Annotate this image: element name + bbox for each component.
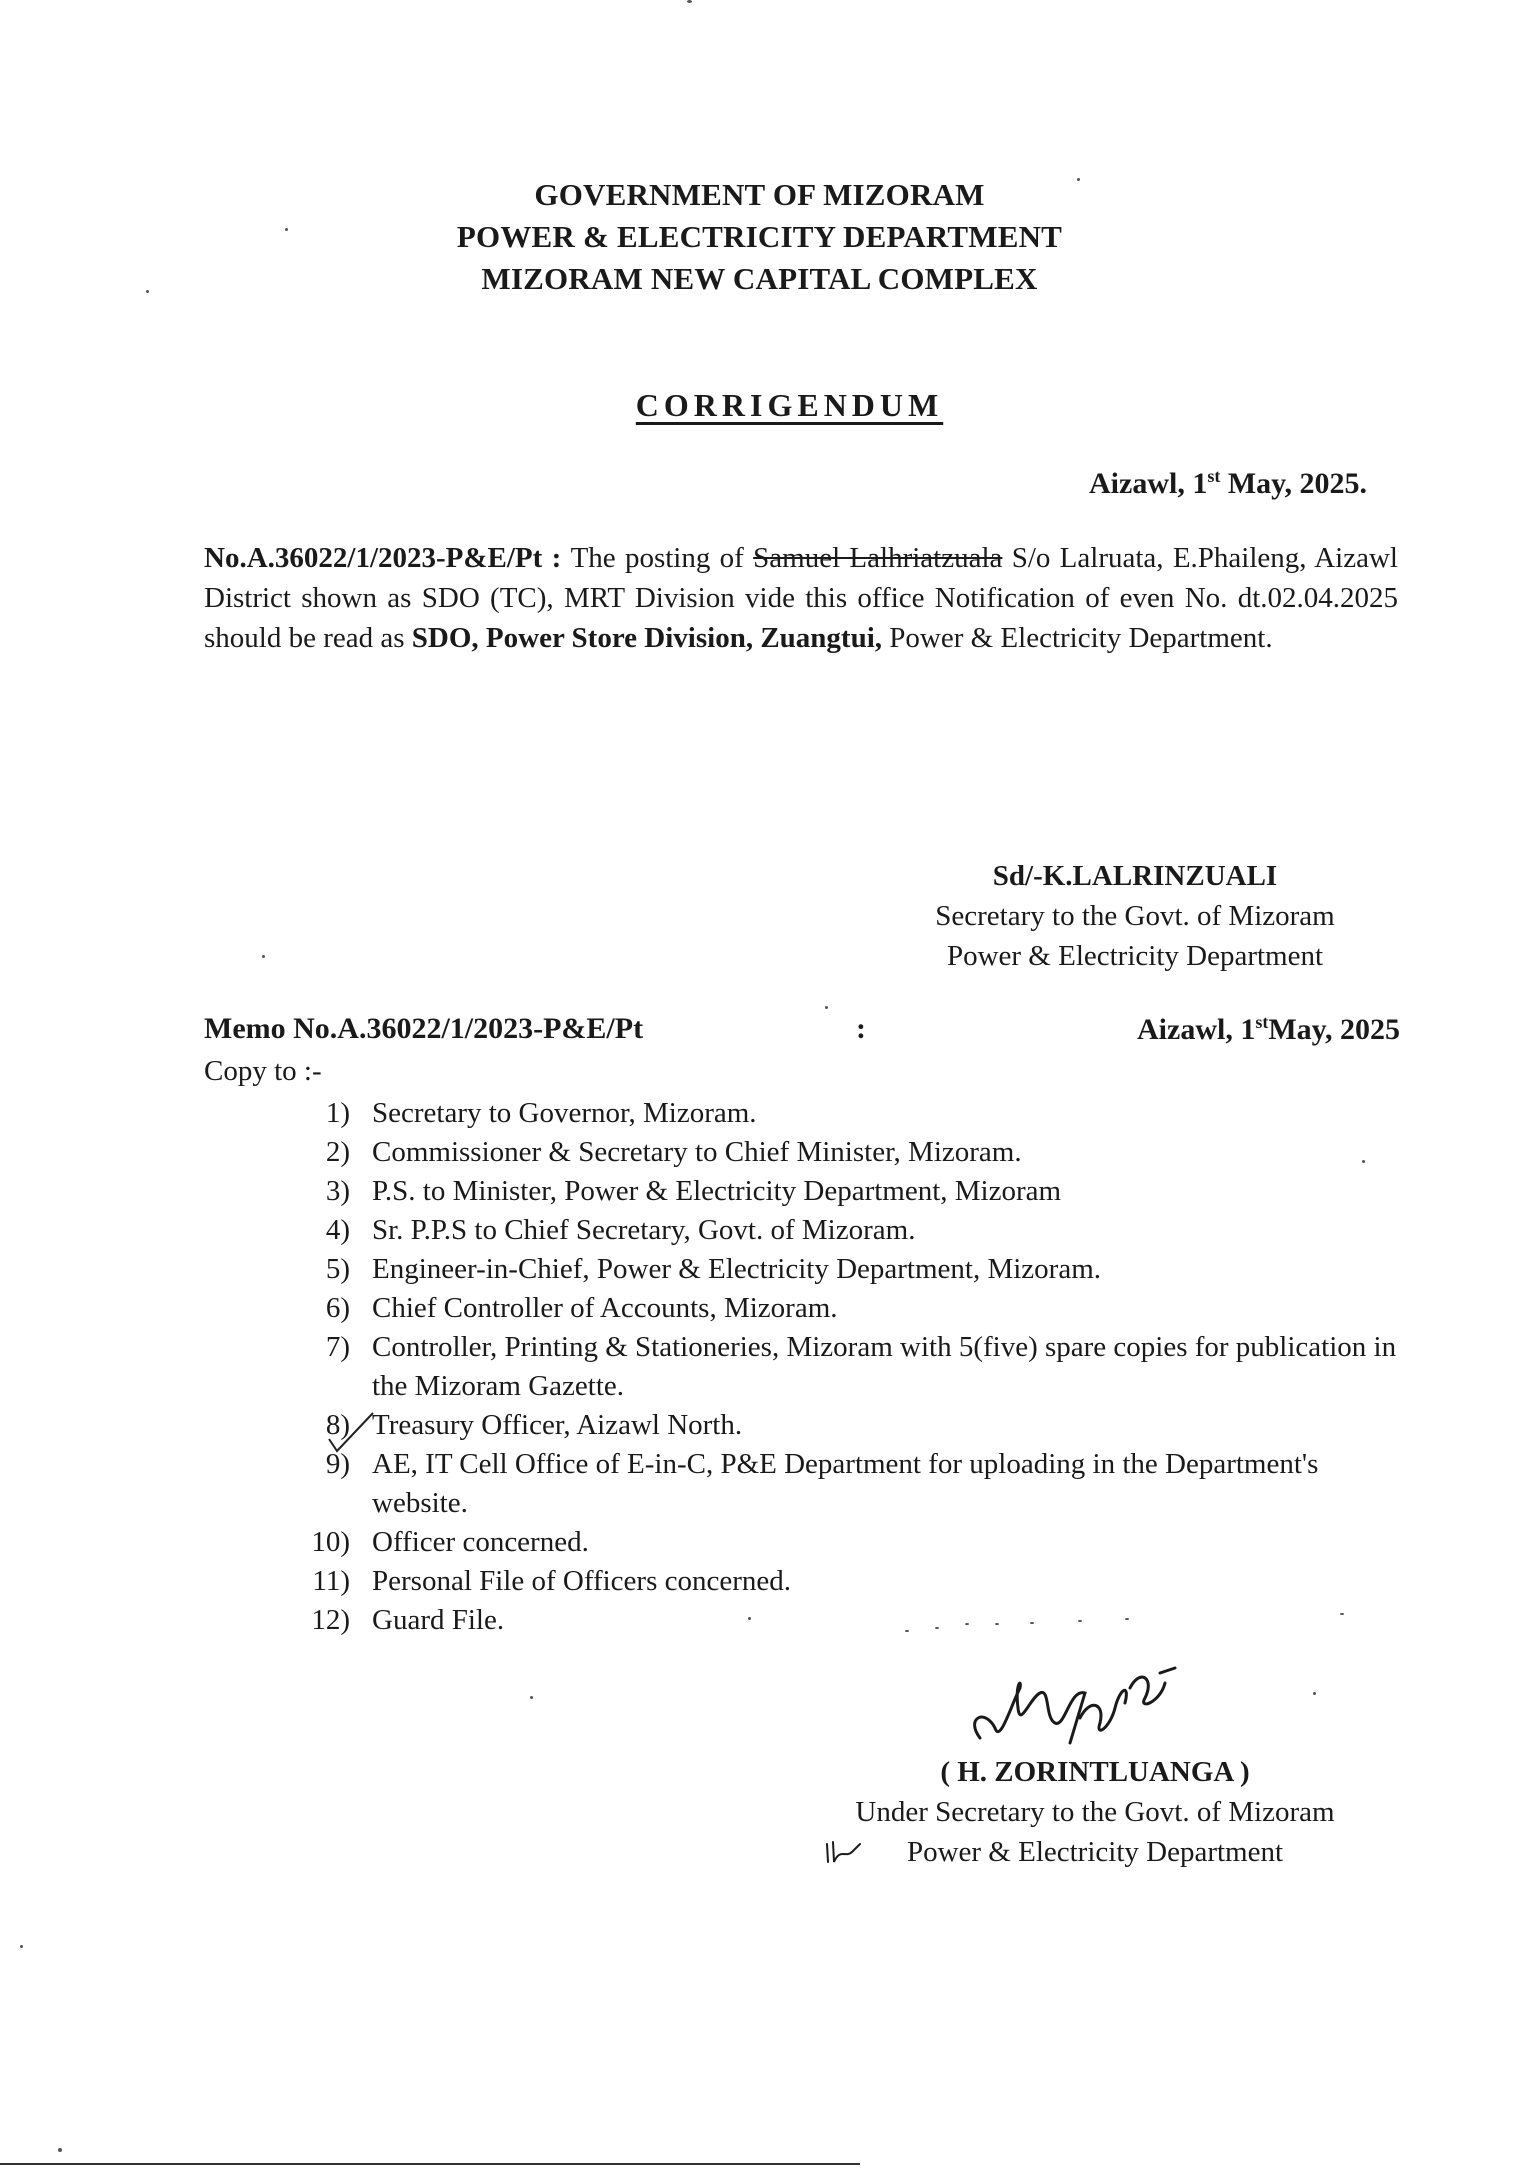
tick-mark-icon <box>327 1411 375 1455</box>
date-suffix: May, 2025. <box>1220 467 1367 500</box>
copy-to-label: Copy to :- <box>204 1055 322 1087</box>
scan-speck <box>825 1006 828 1009</box>
handwritten-initials <box>824 1838 864 1866</box>
document-title <box>0 387 1539 424</box>
list-item-number: 7) <box>325 1331 350 1363</box>
memo-date <box>1137 1012 1400 1047</box>
signatory-block-1 <box>890 856 1380 976</box>
list-item <box>296 1289 1406 1328</box>
scan-speck <box>748 1617 751 1620</box>
list-item <box>296 1523 1406 1562</box>
list-item-text: Officer concerned. <box>372 1526 589 1558</box>
signatory-2-name: ( H. ZORINTLUANGA ) <box>940 1756 1250 1788</box>
signatory-1-dept: Power & Electricity Department <box>946 940 1324 972</box>
list-item-text: P.S. to Minister, Power & Electricity Department, Mizoram <box>372 1175 1062 1207</box>
date-prefix: Aizawl, 1 <box>1089 467 1208 500</box>
list-item-number: 3) <box>325 1175 350 1207</box>
new-posting: SDO, Power Store Division, Zuangtui, <box>411 622 883 654</box>
body-text-1: The posting of <box>570 542 754 574</box>
list-item <box>296 1562 1406 1601</box>
letterhead <box>0 174 1539 300</box>
list-item-text: Personal File of Officers concerned. <box>372 1565 792 1597</box>
scan-speck <box>995 1623 999 1625</box>
list-item <box>296 1601 1406 1640</box>
signatory-block-2 <box>795 1752 1395 1872</box>
list-item-number: 8) <box>325 1409 350 1441</box>
list-item-text: Chief Controller of Accounts, Mizoram. <box>372 1292 838 1324</box>
list-item-text: Commissioner & Secretary to Chief Minister, Mizoram. <box>372 1136 1022 1168</box>
scan-speck <box>58 2148 62 2152</box>
list-item <box>296 1328 1406 1406</box>
list-item-number: 11) <box>312 1565 350 1597</box>
list-item-number: 1) <box>325 1097 350 1129</box>
list-item <box>296 1250 1406 1289</box>
scan-speck <box>1340 1613 1344 1615</box>
signatory-1-title: Secretary to the Govt. of Mizoram <box>935 900 1335 932</box>
body-text-3: Power & Electricity Department. <box>882 622 1273 654</box>
scan-speck <box>1077 178 1080 181</box>
reference-separator: : <box>542 542 571 574</box>
scan-speck <box>1362 1160 1365 1163</box>
list-item <box>296 1406 1406 1445</box>
copy-to-list <box>296 1094 1406 1640</box>
memo-date-prefix: Aizawl, 1 <box>1137 1013 1256 1046</box>
scan-speck <box>687 0 692 3</box>
memo-date-suffix: May, 2025 <box>1268 1013 1400 1046</box>
date-sup: st <box>1207 466 1221 486</box>
list-item <box>296 1172 1406 1211</box>
letterhead-line-2: POWER & ELECTRICITY DEPARTMENT <box>456 219 1063 254</box>
bottom-scan-line <box>0 2163 860 2165</box>
scan-speck <box>285 228 288 231</box>
list-item-text: AE, IT Cell Office of E-in-C, P&E Department for uploading in the Department's website. <box>372 1448 1319 1519</box>
memo-colon: : <box>856 1012 866 1045</box>
list-item-number: 2) <box>325 1136 350 1168</box>
officer-name: Samuel Lalhriatzuala <box>753 542 1003 574</box>
scan-speck <box>20 1945 23 1948</box>
handwritten-signature <box>960 1648 1220 1768</box>
list-item <box>296 1094 1406 1133</box>
list-item-text: Sr. P.P.S to Chief Secretary, Govt. of Mizoram. <box>372 1214 916 1246</box>
scan-speck <box>905 1630 909 1632</box>
body-paragraph <box>204 538 1398 658</box>
scan-speck <box>262 955 265 958</box>
list-item-number: 12) <box>311 1604 350 1636</box>
scan-speck <box>965 1623 969 1625</box>
scan-speck <box>1313 1692 1316 1695</box>
body-text-2: S/o Lalruata, E.Phaileng, Aizawl District shown as SDO (TC), MRT Division vide this office Notification of even No. dt.02.04.2025 should be read as <box>204 542 1398 654</box>
list-item-text: Engineer-in-Chief, Power & Electricity Department, Mizoram. <box>372 1253 1102 1285</box>
list-item-text: Guard File. <box>372 1604 505 1636</box>
letterhead-line-3: MIZORAM NEW CAPITAL COMPLEX <box>481 261 1038 296</box>
scan-speck <box>146 290 149 293</box>
list-item-number: 10) <box>311 1526 350 1558</box>
memo-number: Memo No.A.36022/1/2023-P&E/Pt <box>204 1012 644 1045</box>
list-item-number: 4) <box>325 1214 350 1246</box>
letterhead-line-1: GOVERNMENT OF MIZORAM <box>534 177 985 212</box>
list-item-number: 6) <box>325 1292 350 1324</box>
scan-speck <box>530 1696 533 1699</box>
list-item-text: Treasury Officer, Aizawl North. <box>372 1409 743 1441</box>
reference-number: No.A.36022/1/2023-P&E/Pt <box>204 542 543 574</box>
document-date <box>1089 466 1367 501</box>
signatory-1-name: Sd/-K.LALRINZUALI <box>992 860 1278 892</box>
scan-speck <box>935 1627 939 1629</box>
list-item <box>296 1211 1406 1250</box>
memo-date-sup: st <box>1255 1012 1269 1032</box>
list-item-number: 5) <box>325 1253 350 1285</box>
document-title-text: CORRIGENDUM <box>635 387 944 423</box>
scan-speck <box>1125 1618 1129 1620</box>
signatory-2-title: Under Secretary to the Govt. of Mizoram <box>855 1796 1335 1828</box>
list-item-number: 9) <box>325 1448 350 1480</box>
scan-speck <box>1030 1622 1034 1624</box>
signatory-2-dept: Power & Electricity Department <box>906 1836 1284 1868</box>
list-item <box>296 1133 1406 1172</box>
list-item-text: Secretary to Governor, Mizoram. <box>372 1097 757 1129</box>
list-item <box>296 1445 1406 1523</box>
scan-speck <box>1078 1620 1082 1622</box>
list-item-text: Controller, Printing & Stationeries, Mizoram with 5(five) spare copies for publication in the Mizoram Gazette. <box>372 1331 1397 1402</box>
